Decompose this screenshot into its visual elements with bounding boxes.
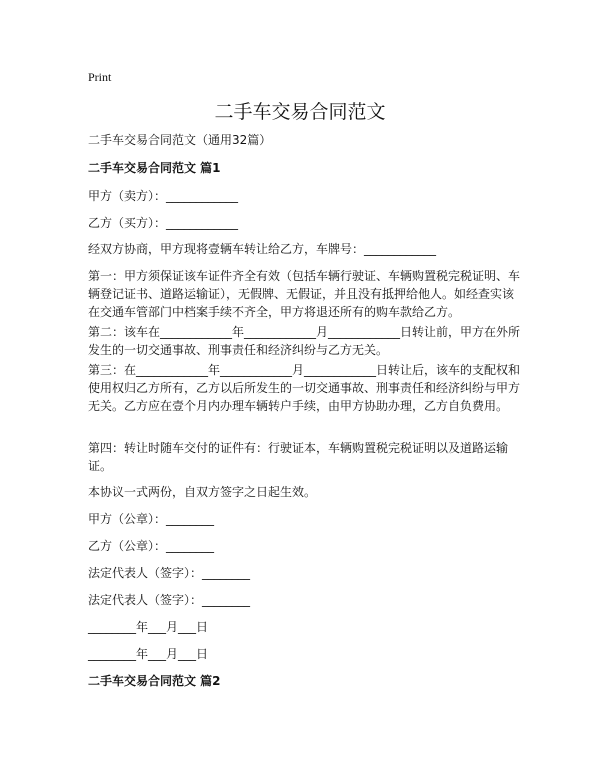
plate-line: 经双方协商，甲方现将壹辆车转让给乙方，车牌号：____________ [88, 242, 437, 256]
legal-rep-signature-1: 法定代表人（签字）：________ [88, 566, 251, 580]
party-b-seal: 乙方（公章）：________ [88, 539, 215, 553]
section-heading-1: 二手车交易合同范文 篇1 [88, 161, 221, 175]
effective-line: 本协议一式两份，自双方签字之日起生效。 [88, 485, 317, 499]
party-a-seal: 甲方（公章）：________ [88, 512, 215, 526]
date-line-1: ________年___月___日 [88, 620, 209, 634]
seller-line: 甲方（卖方）：____________ [88, 189, 239, 203]
print-link[interactable]: Print [88, 70, 112, 84]
buyer-line: 乙方（买方）：____________ [88, 216, 239, 230]
section-heading-2: 二手车交易合同范文 篇2 [88, 674, 221, 688]
clause-1: 第一：甲方须保证该车证件齐全有效（包括车辆行驶证、车辆购置税完税证明、车辆登记证书、道路运输证），无假牌、无假证，并且没有抵押给他人。如经查实该在交通车管部门中档案手续不齐全，甲方将退还所有的购车款给乙方。 [88, 269, 521, 319]
date-line-2: ________年___月___日 [88, 647, 209, 661]
legal-rep-signature-2: 法定代表人（签字）：________ [88, 593, 251, 607]
clause-2: 第二：该车在____________年____________月____________日转让前，甲方在外所发生的一切交通事故、刑事责任和经济纠纷与乙方无关。 [88, 325, 521, 357]
page-title: 二手车交易合同范文 [214, 101, 386, 123]
clause-3: 第三：在____________年____________月____________日转让后，该车的支配权和使用权归乙方所有，乙方以后所发生的一切交通事故、刑事责任和经济纠纷与甲方无关。乙方应在壹个月内办理车辆转户手续，由甲方协助办理，乙方自负费用。 [88, 363, 521, 413]
document-subtitle: 二手车交易合同范文（通用32篇） [88, 133, 272, 147]
clause-4: 第四：转让时随车交付的证件有：行驶证本，车辆购置税完税证明以及道路运输证。 [88, 441, 509, 473]
